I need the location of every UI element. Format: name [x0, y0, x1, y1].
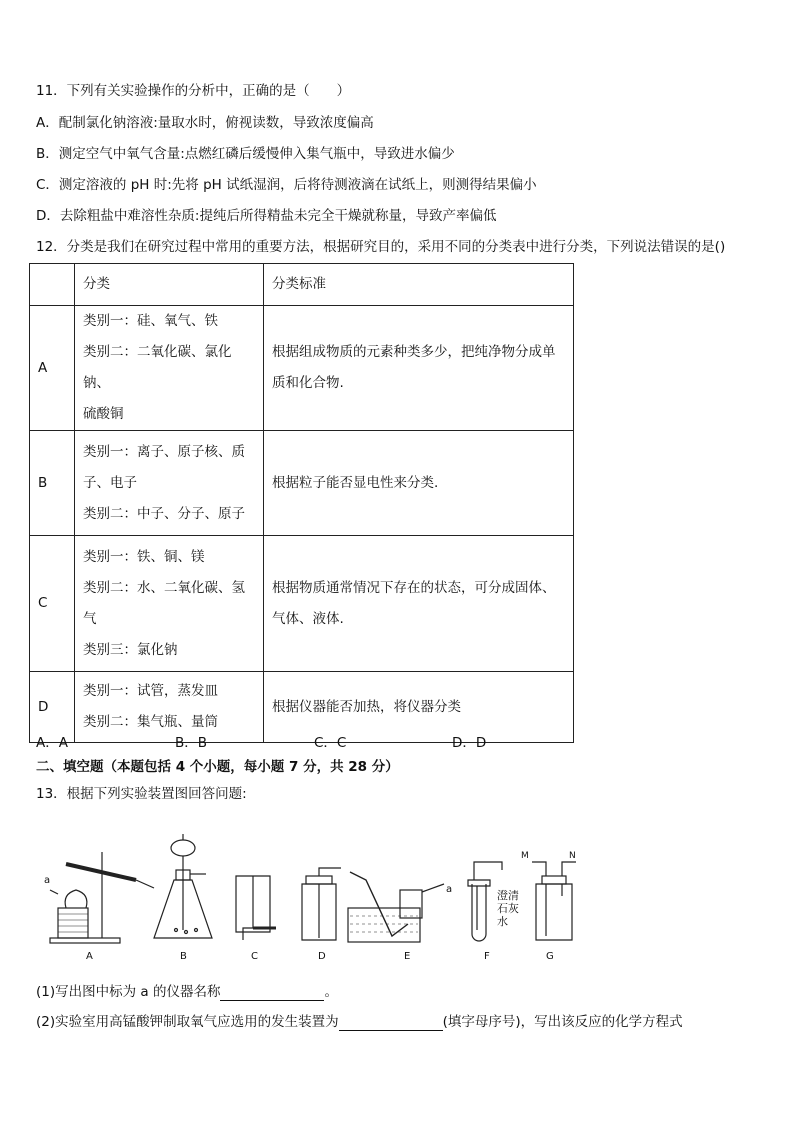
cat-line: 气 [83, 610, 97, 627]
apparatus-g [532, 862, 576, 940]
header-cell-category: 分类 [75, 264, 264, 306]
cat-line: 类别二：集气瓶、量筒 [83, 714, 218, 730]
row-category [75, 536, 264, 672]
section-heading: 二、填空题（本题包括 4 个小题，每小题 7 分，共 28 分） [36, 759, 399, 775]
table-row [30, 536, 574, 672]
q11-option-a: A．配制氯化钠溶液:量取水时，俯视读数，导致浓度偏高 [36, 115, 374, 131]
choice-b: B．B [175, 735, 208, 751]
apparatus-label-a: A [86, 951, 93, 962]
q12-choices [36, 731, 596, 749]
sub1-prefix: (1)写出图中标为 a 的仪器名称 [36, 984, 221, 1000]
row-letter: A [30, 306, 75, 431]
row-standard [264, 536, 574, 672]
header-cell-standard: 分类标准 [264, 264, 574, 306]
q12-stem: 12．分类是我们在研究过程中常用的重要方法，根据研究目的，采用不同的分类表中进行分类，下列说法错误的是() [36, 239, 726, 255]
limewater-line: 澄清 [497, 889, 519, 902]
apparatus-b [154, 834, 212, 938]
apparatus-e [348, 872, 444, 942]
std-line: 根据粒子能否显电性来分类. [272, 474, 439, 491]
cat-line: 类别三：氯化钠 [83, 641, 178, 658]
apparatus-label-f: F [484, 951, 490, 962]
row-standard [264, 306, 574, 431]
choice-c: C．C [314, 735, 347, 751]
cat-line: 类别一：铁、铜、镁 [83, 548, 205, 565]
std-line: 质和化合物. [272, 375, 344, 391]
choice-a: A．A [36, 735, 68, 751]
q11-option-d: D．去除粗盐中难溶性杂质:提纯后所得精盐未完全干燥就称量，导致产率偏低 [36, 208, 497, 224]
q11-option-c: C．测定溶液的 pH 时:先将 pH 试纸湿润，后将待测液滴在试纸上，则测得结果偏小 [36, 177, 537, 193]
table-row [30, 306, 574, 431]
q13-sub2 [36, 1013, 683, 1031]
limewater-line: 石灰 [497, 902, 519, 915]
q13-sub1 [36, 983, 338, 1001]
choice-d: D．D [452, 735, 487, 751]
table-header-row [30, 264, 574, 306]
limewater-line: 水 [497, 915, 508, 928]
apparatus-figure [36, 820, 596, 950]
row-category [75, 431, 264, 536]
row-standard [264, 431, 574, 536]
row-category [75, 306, 264, 431]
figure-label-m: M [521, 851, 529, 861]
q11-option-b: B．测定空气中氧气含量:点燃红磷后缓慢伸入集气瓶中，导致进水偏少 [36, 146, 455, 162]
apparatus-c [236, 876, 276, 940]
std-line: 根据物质通常情况下存在的状态，可分成固体、 [272, 579, 556, 596]
apparatus-label-g: G [546, 951, 554, 962]
std-line: 根据仪器能否加热，将仪器分类 [272, 698, 461, 715]
cat-line: 类别二：二氧化碳、氯化钠、 [83, 344, 232, 391]
answer-blank[interactable] [220, 986, 324, 1001]
std-line: 根据组成物质的元素种类多少，把纯净物分成单 [272, 344, 556, 360]
limewater-label [497, 889, 519, 928]
std-line: 气体、液体. [272, 610, 344, 627]
header-cell-empty [30, 264, 75, 306]
apparatus-label-b: B [180, 951, 187, 962]
table-row [30, 431, 574, 536]
answer-blank[interactable] [339, 1016, 443, 1031]
figure-label-a-left: a [44, 875, 51, 886]
q11-stem: 11．下列有关实验操作的分析中，正确的是（ ） [36, 83, 351, 99]
cat-line: 类别一：硅、氧气、铁 [83, 313, 218, 329]
cat-line: 子、电子 [83, 474, 137, 491]
q13-stem: 13．根据下列实验装置图回答问题: [36, 786, 247, 802]
sub1-suffix: 。 [324, 984, 338, 1000]
cat-line: 类别一：试管，蒸发皿 [83, 683, 218, 699]
apparatus-label-d: D [318, 951, 326, 962]
figure-label-a-right: a [446, 884, 453, 895]
cat-line: 类别二：中子、分子、原子 [83, 505, 245, 522]
cat-line: 硫酸铜 [83, 406, 124, 422]
apparatus-a [50, 852, 154, 943]
row-letter: D [30, 672, 75, 743]
row-letter: C [30, 536, 75, 672]
cat-line: 类别一：离子、原子核、质 [83, 443, 245, 460]
cat-line: 类别二：水、二氧化碳、氢 [83, 579, 245, 596]
apparatus-d [302, 868, 341, 940]
apparatus-label-e: E [404, 951, 411, 962]
figure-label-n: N [569, 851, 576, 861]
sub2-suffix: (填字母序号)，写出该反应的化学方程式 [442, 1014, 683, 1030]
row-letter: B [30, 431, 75, 536]
classification-table [29, 263, 574, 743]
sub2-prefix: (2)实验室用高锰酸钾制取氧气应选用的发生装置为 [36, 1014, 339, 1030]
apparatus-label-c: C [251, 951, 258, 962]
